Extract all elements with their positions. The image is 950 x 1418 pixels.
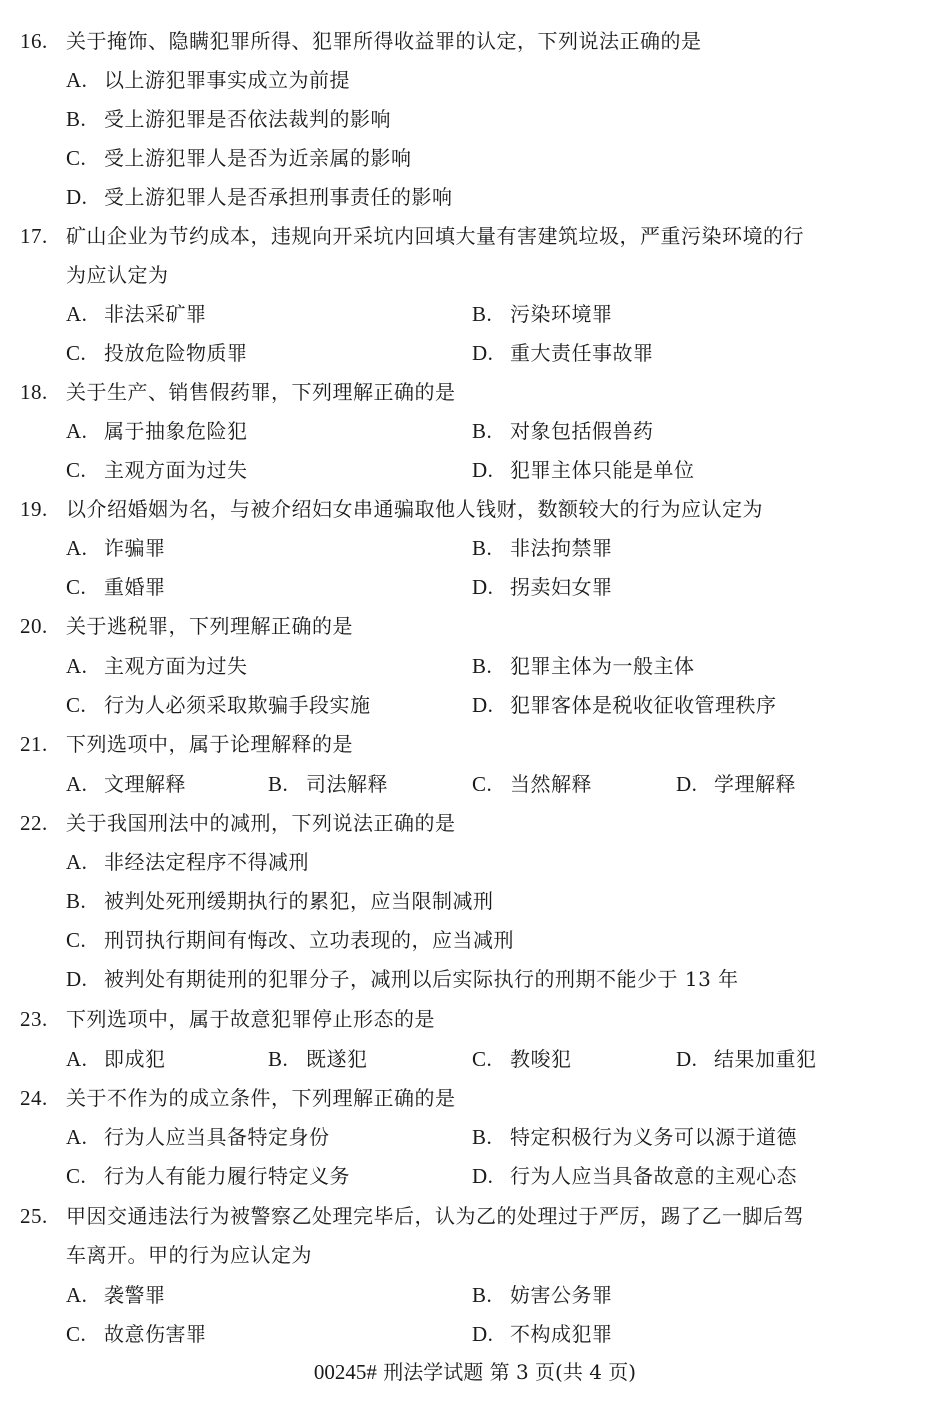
q20-option-b: B. 犯罪主体为一般主体 [472,654,695,678]
question-text: 以介绍婚姻为名，与被介绍妇女串通骗取他人钱财，数额较大的行为应认定为 [66,497,763,521]
q17-option-b: B. 污染环境罪 [472,302,613,326]
question-number: 17. [20,224,48,248]
q19-option-b: B. 非法拘禁罪 [472,536,613,560]
q21-option-d: D. 学理解释 [676,772,796,796]
question-text: 关于生产、销售假药罪，下列理解正确的是 [66,380,456,404]
question-number: 22. [20,811,48,835]
question-text: 关于掩饰、隐瞒犯罪所得、犯罪所得收益罪的认定，下列说法正确的是 [66,29,702,53]
q21-option-a: A. 文理解释 [66,772,186,796]
question-text-continued: 车离开。甲的行为应认定为 [66,1243,312,1267]
question-number: 19. [20,497,48,521]
question-16 [0,22,950,61]
question-text: 关于我国刑法中的减刑，下列说法正确的是 [66,811,456,835]
question-17 [0,217,950,256]
q24-option-a: A. 行为人应当具备特定身份 [66,1125,330,1149]
question-number: 20. [20,614,48,638]
question-text: 关于不作为的成立条件，下列理解正确的是 [66,1086,456,1110]
q17-options-row-2 [0,334,950,373]
q21-option-c: C. 当然解释 [472,772,592,796]
question-21 [0,725,950,764]
q20-option-d: D. 犯罪客体是税收征收管理秩序 [472,693,777,717]
q25-option-c: C. 故意伤害罪 [66,1322,207,1346]
question-number: 25. [20,1204,48,1228]
q21-options-row [0,765,950,804]
question-text: 下列选项中，属于故意犯罪停止形态的是 [66,1007,435,1031]
q24-option-c: C. 行为人有能力履行特定义务 [66,1164,350,1188]
question-24 [0,1079,950,1118]
q20-option-c: C. 行为人必须采取欺骗手段实施 [66,693,371,717]
q19-option-c: C. 重婚罪 [66,575,166,599]
question-number: 18. [20,380,48,404]
question-number: 21. [20,732,48,756]
q19-options-row-2 [0,568,950,607]
q18-option-c: C. 主观方面为过失 [66,458,248,482]
q23-options-row [0,1040,950,1079]
question-text: 下列选项中，属于论理解释的是 [66,732,353,756]
question-text: 矿山企业为节约成本，违规向开采坑内回填大量有害建筑垃圾，严重污染环境的行 [66,224,804,248]
q18-option-b: B. 对象包括假兽药 [472,419,654,443]
question-number: 24. [20,1086,48,1110]
q18-options-row-1 [0,412,950,451]
q20-options-row-2 [0,686,950,725]
q17-options-row-1 [0,295,950,334]
q24-option-d: D. 行为人应当具备故意的主观心态 [472,1164,797,1188]
q23-option-b: B. 既遂犯 [268,1047,368,1071]
q25-option-a: A. 袭警罪 [66,1283,166,1307]
exam-code: 00245# [313,1360,377,1384]
q25-option-d: D. 不构成犯罪 [472,1322,613,1346]
q17-option-c: C. 投放危险物质罪 [66,341,248,365]
question-text-continued: 为应认定为 [66,263,169,287]
question-number: 16. [20,29,48,53]
question-19 [0,490,950,529]
q25-options-row-1 [0,1276,950,1315]
q24-options-row-2 [0,1157,950,1196]
q18-options-row-2 [0,451,950,490]
question-number: 23. [20,1007,48,1031]
q21-option-b: B. 司法解释 [268,772,388,796]
question-22 [0,804,950,843]
q25-option-b: B. 妨害公务罪 [472,1283,613,1307]
question-text: 关于逃税罪，下列理解正确的是 [66,614,353,638]
q24-option-b: B. 特定积极行为义务可以源于道德 [472,1125,797,1149]
question-25 [0,1197,950,1236]
q19-option-a: A. 诈骗罪 [66,536,166,560]
question-23 [0,1000,950,1039]
question-18 [0,373,950,412]
q25-options-row-2 [0,1315,950,1354]
exam-subject: 刑法学试题 [383,1360,484,1384]
q24-options-row-1 [0,1118,950,1157]
q19-options-row-1 [0,529,950,568]
q19-option-d: D. 拐卖妇女罪 [472,575,613,599]
q23-option-a: A. 即成犯 [66,1047,166,1071]
exam-page: 16. 关于掩饰、隐瞒犯罪所得、犯罪所得收益罪的认定，下列说法正确的是 A. 以上游犯罪事实成立为前提 B. 受上游犯罪是否依法裁判的影响 C. 受上游犯罪人是否为近亲属的影响 D. 受上游犯罪人是否承担刑事责任的影响 17. 矿山企业为节约成本，违规向开采坑内回填大量有害建筑垃圾，严重污染环境的行 为应认定为 A. 非法采矿罪 B. 污染环境罪 C. 投放危险物质罪 D. 重大责任事故罪 18. 关于生产、销售假药罪，下列理解正确的是 A. 属于抽象危险犯 B. 对象包括假兽药 C. 主观方面为过失 D. 犯罪主体只能是单位 19. 以介绍婚姻为名，与被介绍妇女串通骗取他人钱财，数额较大的行为应认定为 A. 诈骗罪 B. 非法拘禁罪 C. 重婚罪 D. 拐卖妇女罪 20. 关于逃税罪，下列理解正确的是 A. 主观方面为过失 B. 犯罪主体为一般主体 C. 行为人必须采取欺骗手段实施 D. 犯罪客体是税收征收管理秩序 21. 下列选项中，属于论理解释的是 A. 文理解释 B. 司法解释 C. 当然解释 D. 学理解释 22. 关于我国刑法中的减刑，下列说法正确的是 A. 非经法定程序不得减刑 B. 被判处死刑缓期执行的累犯，应当限制减刑 C. 刑罚执行期间有悔改、立功表现的，应当减刑 D. 被判处有期徒刑的犯罪分子，减刑以后实际执行的刑期不能少于 13 年 23. 下列选项中，属于故意犯罪停止形态的是 A. 即成犯 B. 既遂犯 C. 教唆犯 D. 结果加重犯 24. 关于不作为的成立条件，下列理解正确的是 A. 行为人应当具备特定身份 B. 特定积极行为义务可以源于道德 C. 行为人有能力履行特定义务 D. 行为人应当具备故意的主观心态 25. 甲因交通违法行为被警察乙处理完毕后，认为乙的处理过于严厉，踢了乙一脚后驾 车离开。甲的行为应认定为 A. 袭警罪 B. 妨害公务罪 C. 故意伤害罪 D. 不构成犯罪 00245# 刑法学试题 第 3 页(共 4 页) [0,0,950,1418]
q18-option-d: D. 犯罪主体只能是单位 [472,458,695,482]
q20-options-row-1 [0,647,950,686]
q17-option-d: D. 重大责任事故罪 [472,341,654,365]
question-20 [0,607,950,646]
page-number: 第 3 页(共 4 页) [489,1360,637,1384]
q20-option-a: A. 主观方面为过失 [66,654,248,678]
q23-option-c: C. 教唆犯 [472,1047,572,1071]
question-text: 甲因交通违法行为被警察乙处理完毕后，认为乙的处理过于严厉，踢了乙一脚后驾 [66,1204,804,1228]
q17-option-a: A. 非法采矿罪 [66,302,207,326]
page-footer [0,1354,950,1390]
q23-option-d: D. 结果加重犯 [676,1047,817,1071]
q18-option-a: A. 属于抽象危险犯 [66,419,248,443]
